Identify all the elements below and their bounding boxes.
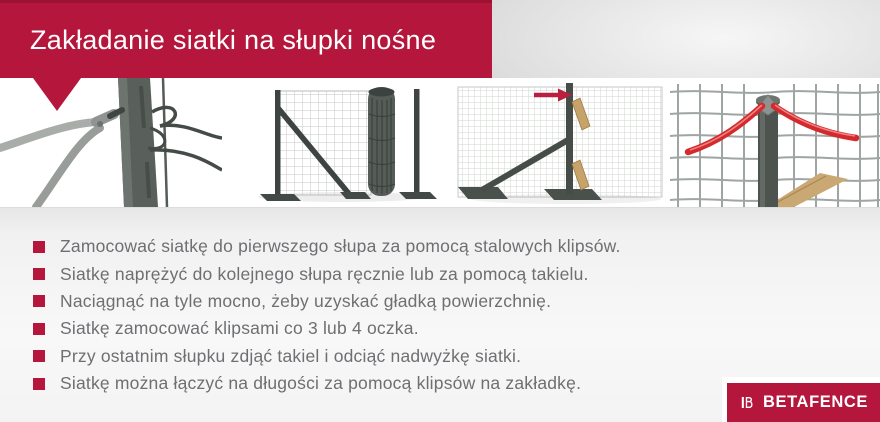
list-item xyxy=(33,260,880,287)
header-gradient-panel xyxy=(492,0,880,78)
betafence-logo-text: BETAFENCE xyxy=(762,393,868,411)
title-bar xyxy=(0,0,492,78)
bullet-square-icon xyxy=(33,378,45,390)
instruction-text: Przy ostatnim słupku zdjąć takiel i odciąć nadwyżkę siatki. xyxy=(60,345,522,366)
bullet-square-icon xyxy=(33,295,45,307)
bullet-square-icon xyxy=(33,268,45,280)
instruction-text: Siatkę zamocować klipsami co 3 lub 4 oczka. xyxy=(60,318,419,339)
photo-step-3-tension-image xyxy=(456,78,670,207)
betafence-logo-plate xyxy=(727,383,880,422)
instruction-text: Naciągnąć na tyle mocno, żeby uzyskać gładką powierzchnię. xyxy=(60,290,552,311)
bullet-square-icon xyxy=(33,323,45,335)
photo-step-2-panel-roll-image xyxy=(222,78,456,207)
list-item xyxy=(33,233,880,260)
betafence-b-icon xyxy=(739,394,756,411)
instruction-list xyxy=(0,208,880,397)
list-item xyxy=(33,315,880,342)
list-item xyxy=(33,343,880,370)
photo-step-4-cut-image xyxy=(670,78,880,207)
bullet-square-icon xyxy=(33,241,45,253)
list-item xyxy=(33,288,880,315)
instruction-text: Zamocować siatkę do pierwszego słupa za pomocą stalowych klipsów. xyxy=(60,236,621,257)
photo-strip xyxy=(0,78,880,207)
bullet-square-icon xyxy=(33,350,45,362)
betafence-logo xyxy=(722,377,880,422)
title-bar-notch xyxy=(33,78,81,111)
page-title: Zakładanie siatki na słupki nośne xyxy=(30,25,437,55)
instruction-text: Siatkę naprężyć do kolejnego słupa ręcznie lub za pomocą takielu. xyxy=(60,263,589,284)
instruction-text: Siatkę można łączyć na długości za pomocą klipsów na zakładkę. xyxy=(60,373,582,394)
